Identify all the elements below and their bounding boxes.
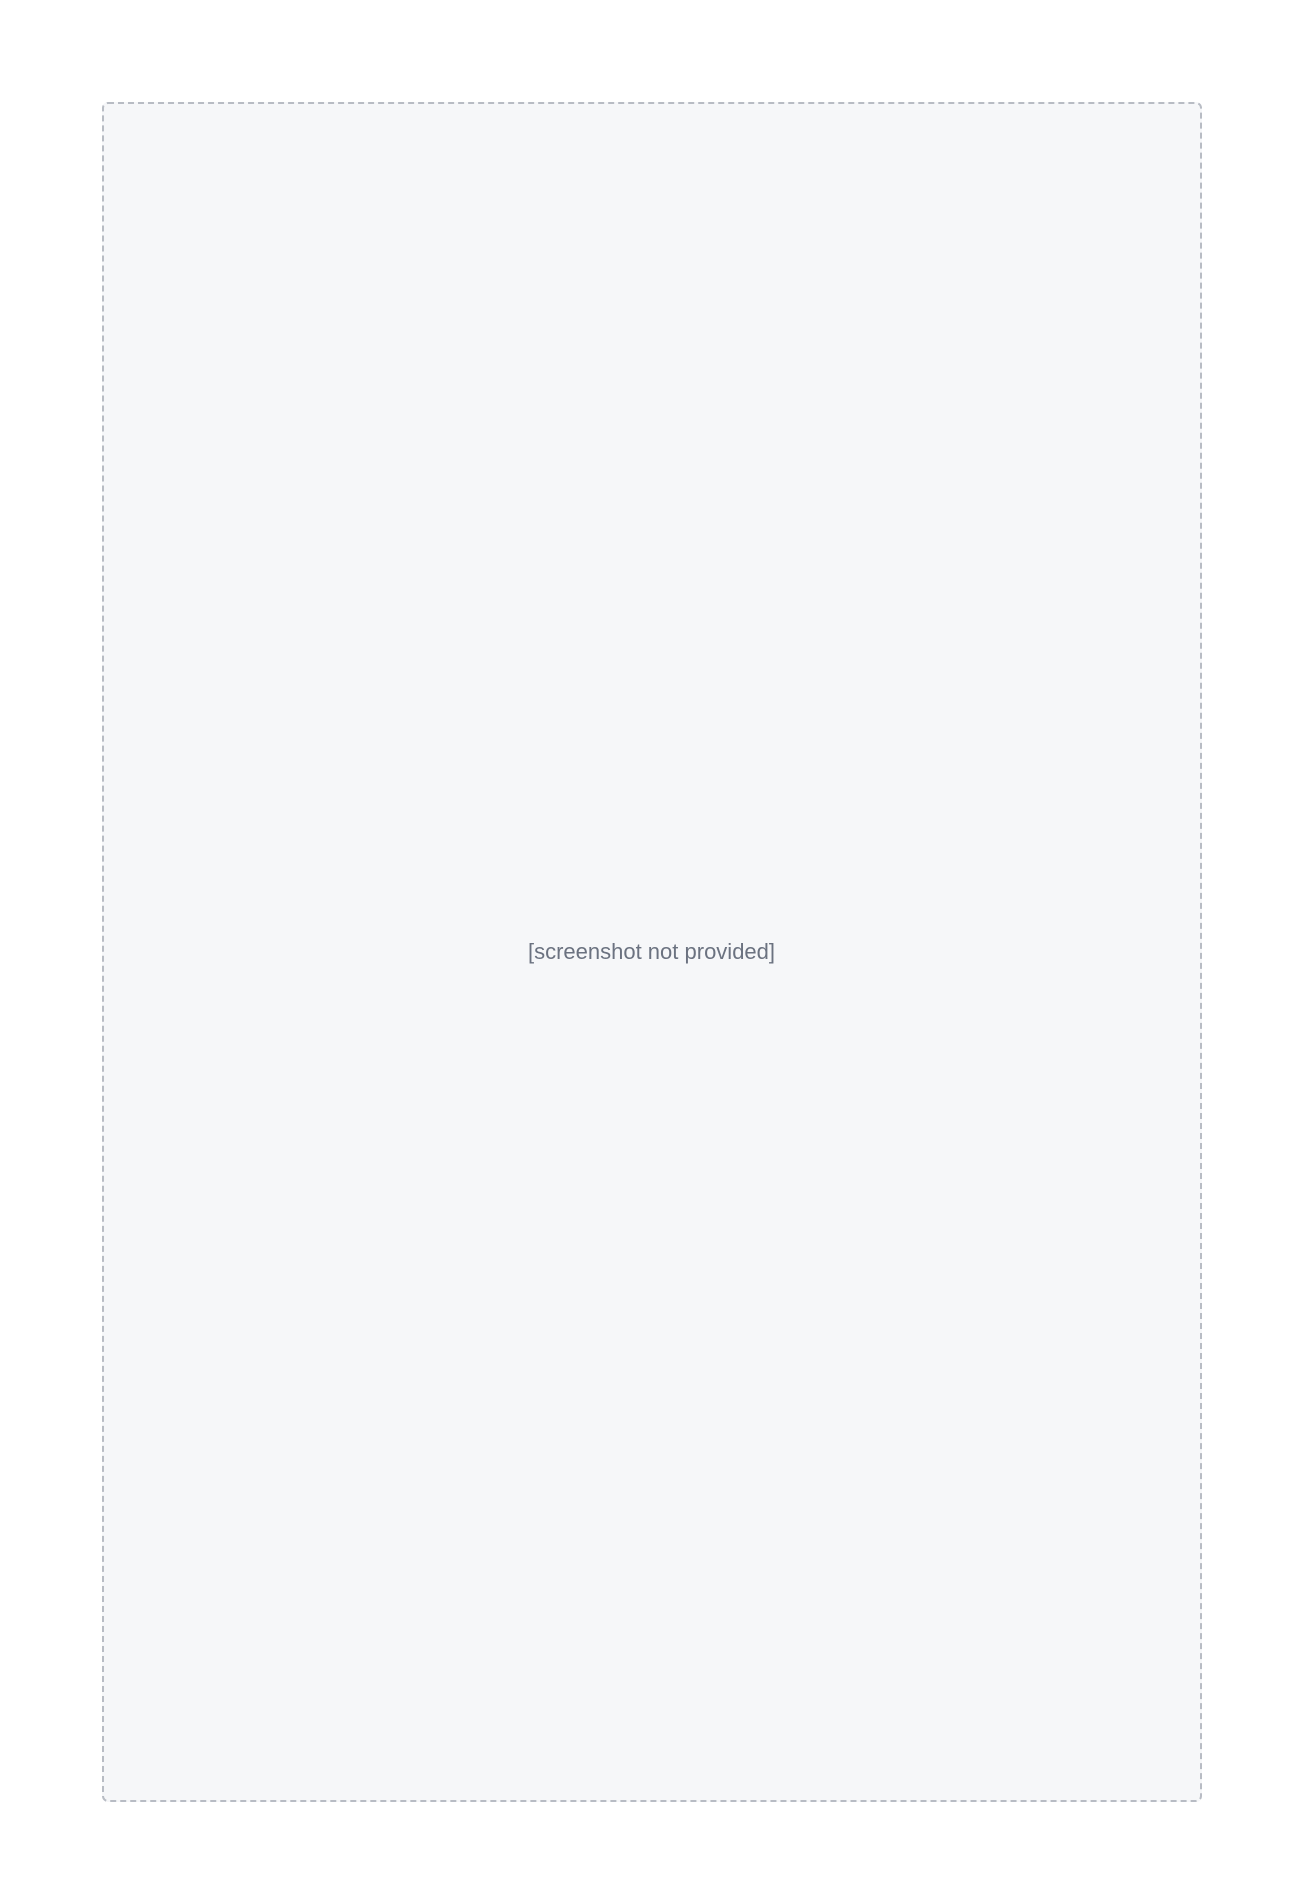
placeholder-message: [screenshot not provided] <box>527 938 776 964</box>
placeholder-panel <box>102 102 1202 1802</box>
